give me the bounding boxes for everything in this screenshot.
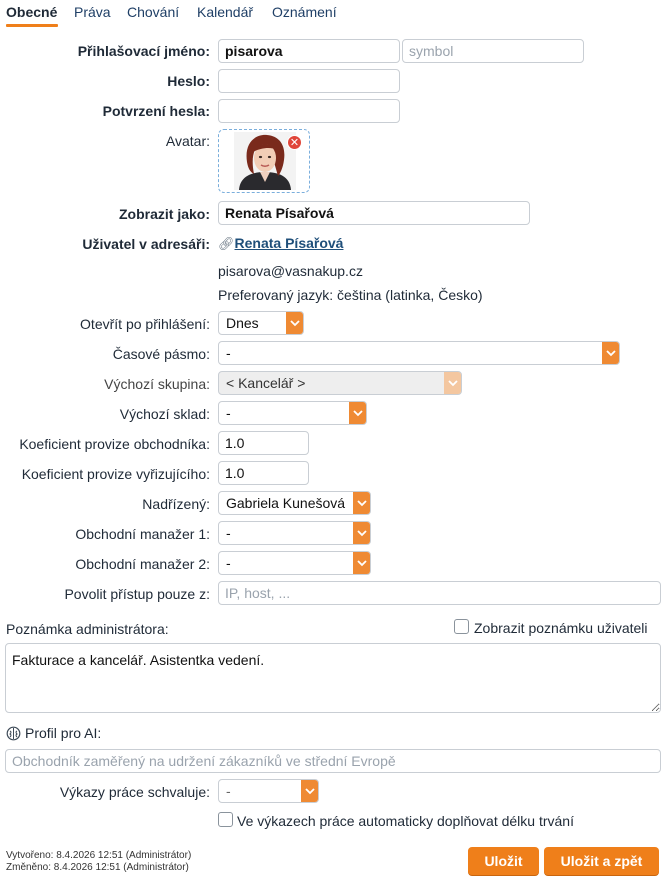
chevron-down-icon xyxy=(286,311,304,335)
tab-notifications[interactable]: Oznámení xyxy=(272,4,337,20)
auto-fill-duration-checkbox[interactable] xyxy=(218,812,233,827)
commission-trader-label: Koeficient provize obchodníka: xyxy=(19,436,210,452)
tab-rights[interactable]: Práva xyxy=(74,4,111,20)
active-tab-indicator xyxy=(6,24,58,27)
ai-profile-label: Profil pro AI: xyxy=(25,725,102,741)
password-input[interactable] xyxy=(218,69,400,93)
timezone-value: - xyxy=(226,345,231,361)
default-group-select xyxy=(218,371,462,395)
tab-calendar[interactable]: Kalendář xyxy=(197,4,254,20)
chevron-down-icon xyxy=(301,779,319,803)
created-info: Vytvořeno: 8.4.2026 12:51 (Administrátor) xyxy=(6,850,192,861)
remove-avatar-icon[interactable]: ✕ xyxy=(287,135,302,150)
avatar-label: Avatar: xyxy=(165,133,210,149)
allow-access-input[interactable]: IP, host, ... xyxy=(218,581,661,605)
login-input[interactable]: pisarova xyxy=(218,39,400,63)
timezone-select[interactable] xyxy=(218,341,620,365)
chevron-down-icon xyxy=(353,551,371,575)
user-email: pisarova@vasnakup.cz xyxy=(218,263,363,279)
link-icon: 🔗︎ xyxy=(218,236,235,251)
account-manager-2-value: - xyxy=(226,555,231,571)
open-after-login-select[interactable] xyxy=(218,311,304,335)
superior-label: Nadřízený: xyxy=(142,496,210,512)
chevron-down-icon xyxy=(353,491,371,515)
ai-profile-label-wrap xyxy=(6,725,101,744)
chevron-down-icon xyxy=(349,401,367,425)
allow-access-label: Povolit přístup pouze z: xyxy=(64,586,210,602)
superior-value: Gabriela Kunešová xyxy=(226,495,346,511)
open-after-login-value: Dnes xyxy=(226,315,259,331)
show-note-to-user-checkbox[interactable] xyxy=(454,619,469,634)
default-warehouse-value: - xyxy=(226,405,231,421)
password-confirm-label: Potvrzení hesla: xyxy=(102,103,210,119)
timesheet-approver-select[interactable] xyxy=(218,779,319,803)
chevron-down-icon xyxy=(353,521,371,545)
default-warehouse-select[interactable] xyxy=(218,401,367,425)
save-and-back-button[interactable]: Uložit a zpět xyxy=(544,847,659,875)
tab-behavior[interactable]: Chování xyxy=(127,4,180,20)
user-language: Preferovaný jazyk: čeština (latinka, Česko) xyxy=(218,287,483,303)
avatar-dropzone[interactable] xyxy=(218,129,310,193)
save-button[interactable]: Uložit xyxy=(468,847,539,875)
account-manager-2-select[interactable] xyxy=(218,551,371,575)
password-label: Heslo: xyxy=(167,73,210,89)
login-label: Přihlašovací jméno: xyxy=(77,43,210,59)
show-note-to-user-label: Zobrazit poznámku uživateli xyxy=(474,620,648,636)
timesheet-approver-value: - xyxy=(226,783,231,799)
directory-user-link-wrap xyxy=(218,235,343,252)
commission-handler-label: Koeficient provize vyřizujícího: xyxy=(21,466,210,482)
timesheet-approver-label: Výkazy práce schvaluje: xyxy=(59,784,210,800)
account-manager-1-label: Obchodní manažer 1: xyxy=(75,526,210,542)
account-manager-1-value: - xyxy=(226,525,231,541)
display-as-label: Zobrazit jako: xyxy=(118,206,210,222)
password-confirm-input[interactable] xyxy=(218,99,400,123)
directory-user-label: Uživatel v adresáři: xyxy=(82,236,210,252)
admin-note-textarea[interactable] xyxy=(5,643,661,713)
default-group-value: < Kancelář > xyxy=(226,375,306,391)
commission-trader-input[interactable]: 1.0 xyxy=(218,431,309,455)
chevron-down-icon xyxy=(444,371,462,395)
changed-info: Změněno: 8.4.2026 12:51 (Administrátor) xyxy=(6,862,189,873)
display-as-input[interactable]: Renata Písařová xyxy=(218,201,530,225)
auto-fill-duration-label: Ve výkazech práce automaticky doplňovat délku trvání xyxy=(237,813,574,829)
open-after-login-label: Otevřít po přihlášení: xyxy=(80,316,210,332)
superior-select[interactable] xyxy=(218,491,371,515)
default-group-label: Výchozí skupina: xyxy=(104,376,210,392)
account-manager-2-label: Obchodní manažer 2: xyxy=(75,556,210,572)
timezone-label: Časové pásmo: xyxy=(112,346,210,362)
ai-profile-input[interactable]: Obchodník zaměřený na udržení zákazníků ve střední Evropě xyxy=(5,749,661,773)
directory-user-link[interactable]: Renata Písařová xyxy=(234,235,344,251)
account-manager-1-select[interactable] xyxy=(218,521,371,545)
tab-bar xyxy=(0,0,670,28)
chevron-down-icon xyxy=(602,341,620,365)
admin-note-label: Poznámka administrátora: xyxy=(6,621,169,637)
commission-handler-input[interactable]: 1.0 xyxy=(218,461,309,485)
brain-icon xyxy=(6,726,21,744)
tab-general[interactable]: Obecné xyxy=(6,4,58,20)
default-warehouse-label: Výchozí sklad: xyxy=(119,406,210,422)
symbol-input[interactable]: symbol xyxy=(402,39,584,63)
